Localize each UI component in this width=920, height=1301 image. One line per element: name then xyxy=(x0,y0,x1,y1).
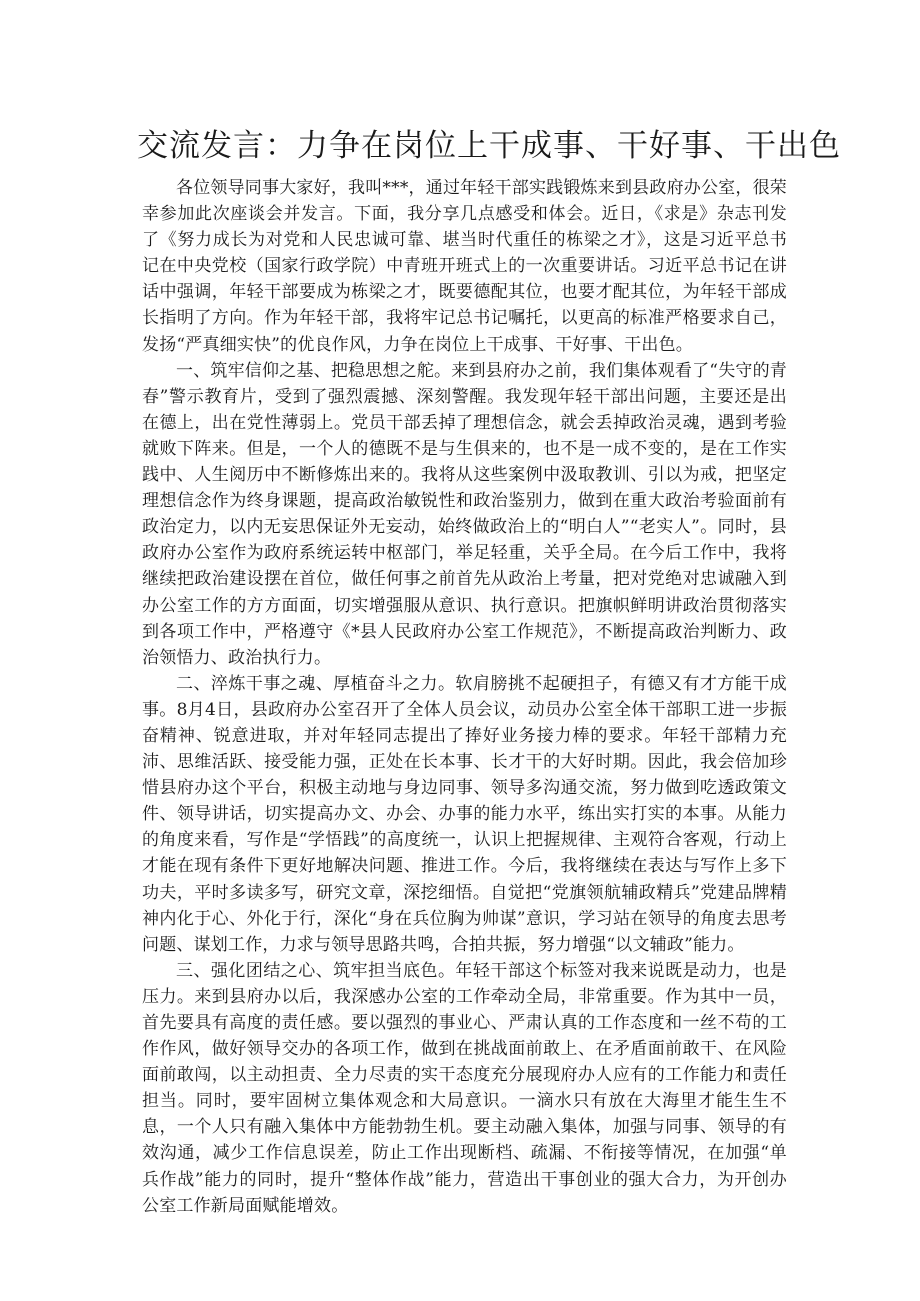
paragraph-section-1: 一、筑牢信仰之基、把稳思想之舵。来到县府办之前，我们集体观看了“失守的青春”警示教育片，受到了强烈震撼、深刻警醒。我发现年轻干部出问题，主要还是出在德上，出在党性薄弱上。党员干部丢掉了理想信念，就会丢掉政治灵魂，遇到考验就败下阵来。但是，一个人的德既不是与生俱来的，也不是一成不变的，是在工作实践中、人生阅历中不断修炼出来的。我将从这些案例中汲取教训、引以为戒，把坚定理想信念作为终身课题，提高政治敏锐性和政治鉴别力，做到在重大政治考验面前有政治定力，以内无妄思保证外无妄动，始终做政治上的“明白人”“老实人”。同时，县政府办公室作为政府系统运转中枢部门，举足轻重，关乎全局。在今后工作中，我将继续把政治建设摆在首位，做任何事之前首先从政治上考量，把对党绝对忠诚融入到办公室工作的方方面面，切实增强服从意识、执行意识。把旗帜鲜明讲政治贯彻落实到各项工作中，严格遵守《*县人民政府办公室工作规范》，不断提高政治判断力、政治领悟力、政治执行力。 xyxy=(142,360,787,668)
paragraph-section-2: 二、淬炼干事之魂、厚植奋斗之力。软肩膀挑不起硬担子，有德又有才方能干成事。8月4日，县政府办公室召开了全体人员会议，动员办公室全体干部职工进一步振奋精神、锐意进取，并对年轻同志提出了捧好业务接力棒的要求。年轻干部精力充沛、思维活跃、接受能力强，正处在长本事、长才干的大好时期。因此，我会倍加珍惜县府办这个平台，积极主动地与身边同事、领导多沟通交流，努力做到吃透政策文件、领导讲话，切实提高办文、办会、办事的能力水平，练出实打实的本事。从能力的角度来看，写作是“学悟践”的高度统一，认识上把握规律、主观符合客观，行动上才能在现有条件下更好地解决问题、推进工作。今后，我将继续在表达与写作上多下功夫，平时多读多写，研究文章，深挖细悟。自觉把“党旗领航辅政精兵”党建品牌精神内化于心、外化于行，深化“身在兵位胸为帅谋”意识，学习站在领导的角度去思考问题、谋划工作，力求与领导思路共鸣，合拍共振，努力增强“以文辅政”能力。 xyxy=(142,673,787,955)
paragraph-intro: 各位领导同事大家好，我叫***，通过年轻干部实践锻炼来到县政府办公室，很荣幸参加此次座谈会并发言。下面，我分享几点感受和体会。近日，《求是》杂志刊发了《努力成长为对党和人民忠诚可靠、堪当时代重任的栋梁之才》，这是习近平总书记在中央党校（国家行政学院）中青班开班式上的一次重要讲话。习近平总书记在讲话中强调，年轻干部要成为栋梁之才，既要德配其位，也要才配其位，为年轻干部成长指明了方向。作为年轻干部，我将牢记总书记嘱托，以更高的标准严格要求自己，发扬“严真细实快”的优良作风，力争在岗位上干成事、干好事、干出色。 xyxy=(142,178,787,355)
document-body xyxy=(142,175,787,1219)
document-title: 交流发言：力争在岗位上干成事、干好事、干出色 xyxy=(137,128,841,164)
paragraph-section-3: 三、强化团结之心、筑牢担当底色。年轻干部这个标签对我来说既是动力，也是压力。来到县府办以后，我深感办公室的工作牵动全局，非常重要。作为其中一员，首先要具有高度的责任感。要以强烈的事业心、严肃认真的工作态度和一丝不苟的工作作风，做好领导交办的各项工作，做到在挑战面前敢上、在矛盾面前敢干、在风险面前敢闯，以主动担责、全力尽责的实干态度充分展现府办人应有的工作能力和责任担当。同时，要牢固树立集体观念和大局意识。一滴水只有放在大海里才能生生不息，一个人只有融入集体中方能勃勃生机。要主动融入集体，加强与同事、领导的有效沟通，减少工作信息误差，防止工作出现断档、疏漏、不衔接等情况，在加强“单兵作战”能力的同时，提升“整体作战”能力，营造出干事创业的强大合力，为开创办公室工作新局面赋能增效。 xyxy=(142,960,787,1216)
